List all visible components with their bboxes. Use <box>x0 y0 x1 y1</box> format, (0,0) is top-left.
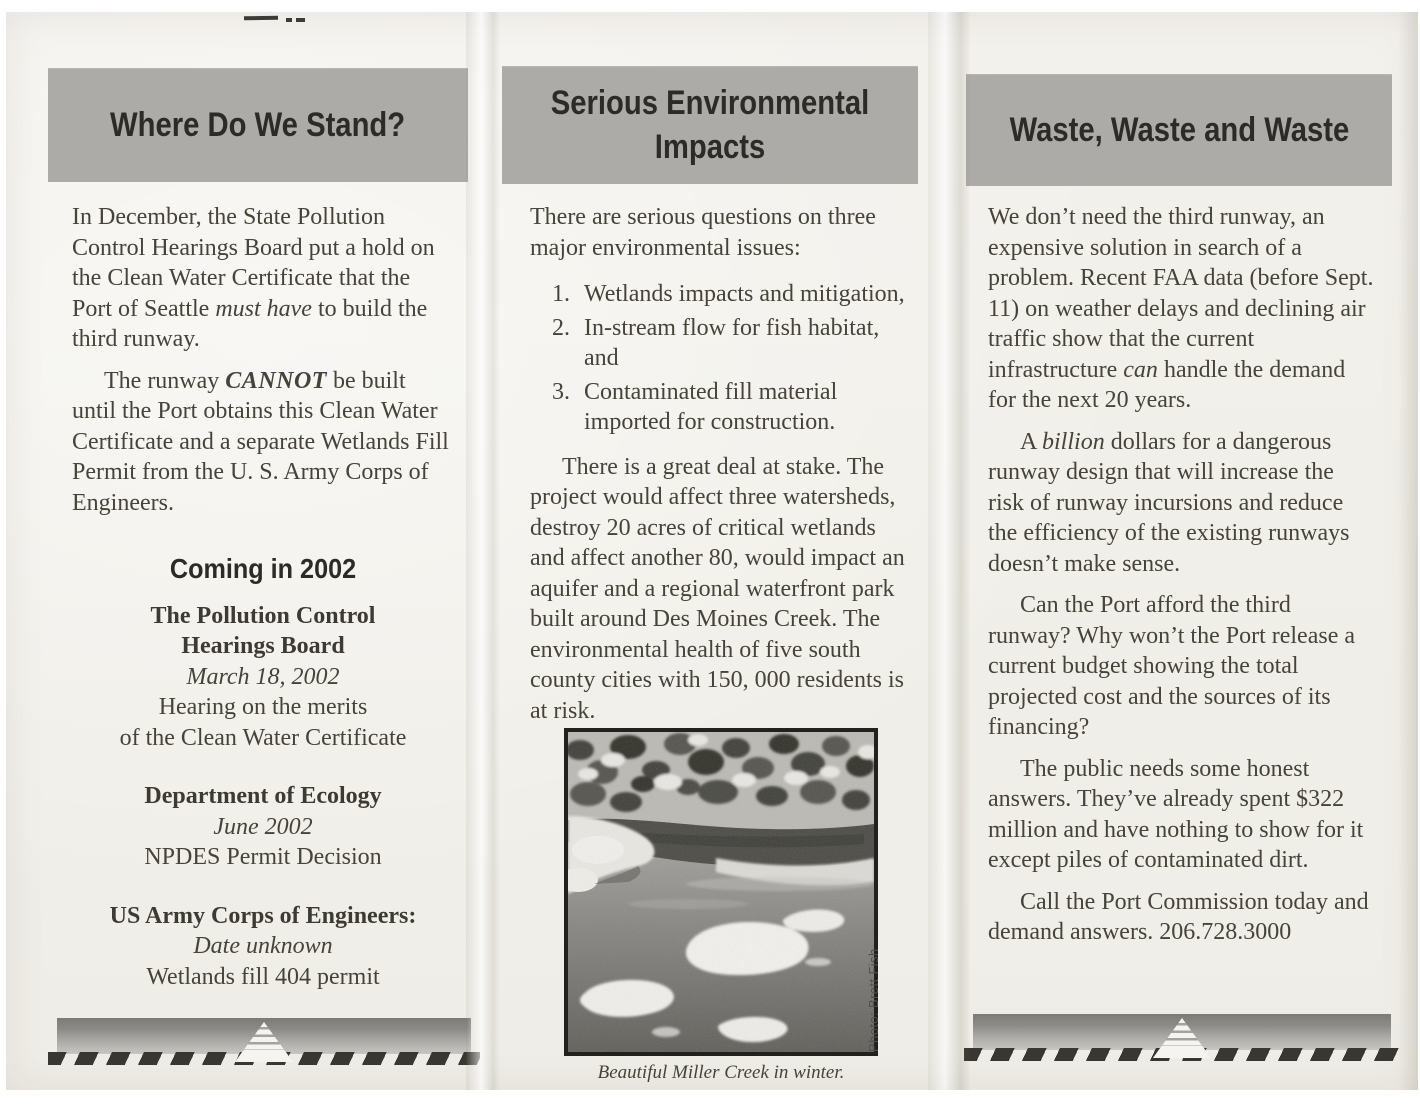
event-date: March 18, 2002 <box>186 663 340 690</box>
event-desc: Hearing on the merits of the Clean Water Certificate <box>119 694 407 751</box>
winter-creek-image <box>568 732 874 1052</box>
emphasis-can: can <box>1123 356 1158 383</box>
list-item: 2. In-stream flow for fish habitat, and <box>552 314 880 371</box>
event-department-of-ecology <box>72 781 454 873</box>
emphasis-billion: billion <box>1042 428 1105 455</box>
brochure-paper <box>6 12 1418 1090</box>
right-panel-body <box>988 202 1374 959</box>
event-army-corps <box>72 901 454 993</box>
paragraph: Call the Port Commission today and demand answers. 206.728.3000 <box>988 888 1369 945</box>
left-panel-body <box>72 202 454 1020</box>
event-title: Department of Ecology <box>144 783 382 809</box>
paragraph: A billion dollars for a dangerous runway design that will increase the risk of runway incursions and reduce the efficiency of the existing runways doesn’t make sense. <box>988 428 1350 577</box>
paper-edge-shadow <box>1398 12 1418 1090</box>
emphasis-must-have: must have <box>215 295 312 322</box>
fold-crease <box>466 12 500 1090</box>
middle-panel-title: Serious Environmental Impacts <box>550 84 870 166</box>
issues-list <box>530 279 912 438</box>
paragraph: Can the Port afford the third runway? Why won’t the Port release a current budget showing the total projected cost and the sources of its financing? <box>988 592 1355 740</box>
left-panel-title: Where Do We Stand? <box>110 106 406 144</box>
event-date: Date unknown <box>193 933 333 959</box>
coming-in-2002-heading: Coming in 2002 <box>169 553 357 584</box>
left-footer-decoration <box>48 1016 480 1070</box>
list-item: 1. Wetlands impacts and mitigation, <box>552 281 905 307</box>
paragraph: There is a great deal at stake. The project would affect three watersheds, destroy 20 acres of critical wetlands and affect another 80, would impact an aquifer and a regional waterfront park built around Des Moines Creek. The environmental health of five south county cities with 150, 000 residents is at risk. <box>530 453 905 724</box>
paragraph: In December, the State Pollution Control Hearings Board put a hold on the Clean Water Certificate that the Port of Seattle must have to build the third runway. <box>72 204 435 352</box>
paragraph: We don’t need the third runway, an expensive solution in search of a problem. Recent FAA data (before Sept. 11) on weather delays and declining air traffic show that the current infrastructure can handle the demand for the next 20 years. <box>988 204 1374 413</box>
photo-frame <box>564 728 878 1056</box>
right-header-bar <box>966 74 1392 186</box>
left-header-bar <box>48 68 468 182</box>
paragraph: The runway CANNOT be built until the Port obtains this Clean Water Certificate and a separate Wetlands Fill Permit from the U. S. Army Corps of Engineers. <box>72 367 449 516</box>
paragraph: The public needs some honest answers. They’ve already spent $322 million and have nothing to show for it except piles of contaminated dirt. <box>988 755 1364 873</box>
event-desc: Wetlands fill 404 permit <box>146 963 380 990</box>
event-title: US Army Corps of Engineers: <box>109 902 417 929</box>
scan-artifact <box>244 16 278 21</box>
paragraph: There are serious questions on three major environmental issues: <box>530 204 876 261</box>
middle-header-bar <box>502 66 918 184</box>
right-panel-title: Waste, Waste and Waste <box>1009 111 1349 149</box>
photo-credit: Photo: Brett Fish <box>866 948 881 1052</box>
event-desc: NPDES Permit Decision <box>144 844 382 870</box>
right-footer-decoration <box>964 1012 1400 1066</box>
scan-artifact <box>296 18 305 22</box>
middle-panel-body <box>530 202 912 737</box>
photo-caption: Beautiful Miller Creek in winter. <box>597 1062 845 1083</box>
emphasis-cannot: CANNOT <box>225 367 327 394</box>
scan-artifact <box>286 18 292 22</box>
creek-photo <box>564 728 881 1056</box>
list-item: 3. Contaminated fill material imported for construction. <box>552 378 838 435</box>
event-pollution-control-hearings: The Pollution Control Hearings Board March 18, 2002 Hearing on the merits of the Clean Water Certificate <box>72 601 454 754</box>
fold-crease <box>928 12 970 1090</box>
event-date: June 2002 <box>213 813 313 840</box>
